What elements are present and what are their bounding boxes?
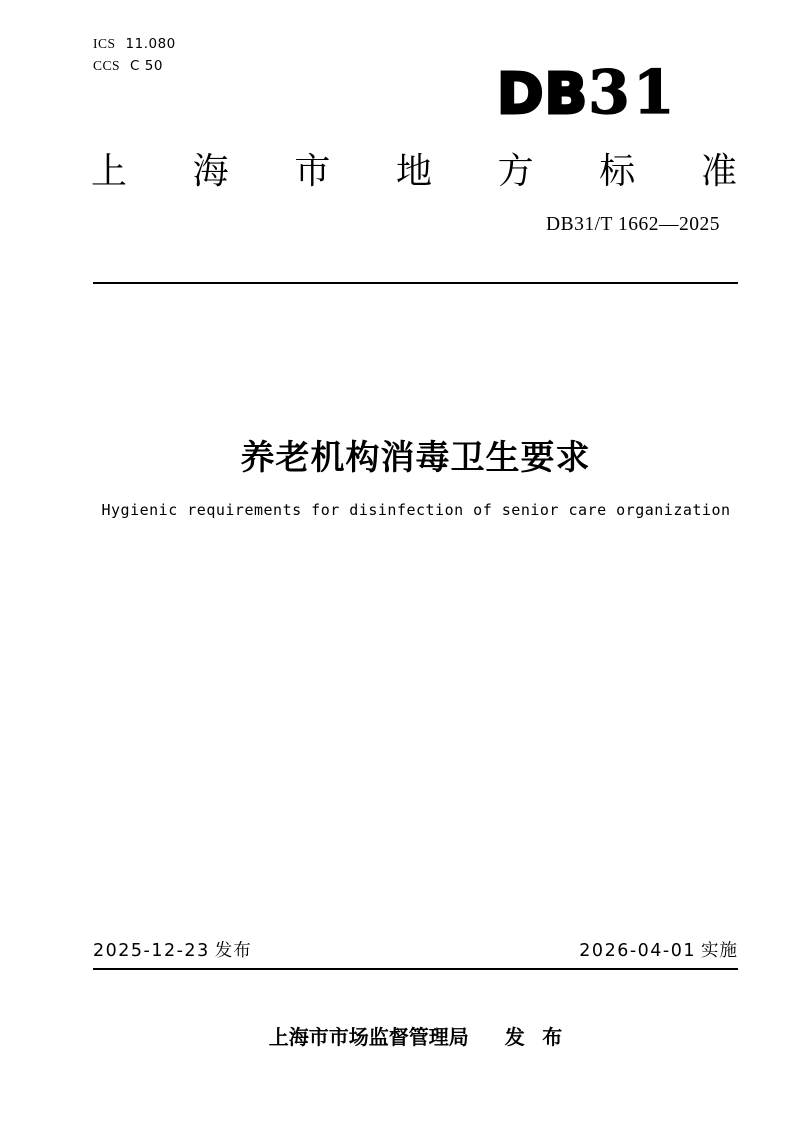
- ics-code: [93, 33, 176, 55]
- header-divider-line: [93, 282, 738, 284]
- issue-label: 发布: [214, 940, 252, 960]
- publish-label: 发 布: [504, 1027, 563, 1049]
- issue-date: 2025-12-23: [93, 941, 210, 961]
- publisher-name: 上海市市场监督管理局: [268, 1027, 469, 1049]
- dates-row: [93, 939, 738, 962]
- db31-logo-db: DB: [497, 62, 589, 127]
- standard-number: DB31/T 1662—2025: [546, 214, 720, 235]
- classification-codes: [93, 33, 176, 77]
- ccs-code: [93, 55, 176, 77]
- ics-label: ICS: [93, 36, 116, 51]
- issue-date-group: [93, 939, 252, 962]
- implementation-date: 2026-04-01: [579, 941, 696, 961]
- standard-category-title: [91, 151, 737, 191]
- ics-value: 11.080: [125, 36, 176, 52]
- document-title: 养老机构消毒卫生要求: [240, 439, 591, 477]
- ccs-value: C 50: [130, 58, 163, 74]
- db31-logo: [497, 58, 678, 128]
- footer-divider-line: [93, 968, 738, 970]
- db31-logo-number: 31: [588, 58, 678, 128]
- standard-category-char: 地: [395, 150, 432, 191]
- ccs-label: CCS: [93, 58, 121, 73]
- standard-category-char: 标: [599, 150, 636, 191]
- implementation-date-group: [579, 939, 738, 962]
- standard-category-char: 准: [700, 150, 737, 191]
- standard-category-char: 市: [294, 150, 331, 191]
- publisher-row: [93, 1021, 738, 1050]
- implementation-label: 实施: [701, 940, 738, 960]
- standard-category-char: 方: [497, 150, 534, 191]
- document-title-english: Hygienic requirements for disinfection of senior care organization: [101, 501, 731, 519]
- standard-category-char: 海: [192, 150, 229, 191]
- standard-category-char: 上: [91, 150, 128, 191]
